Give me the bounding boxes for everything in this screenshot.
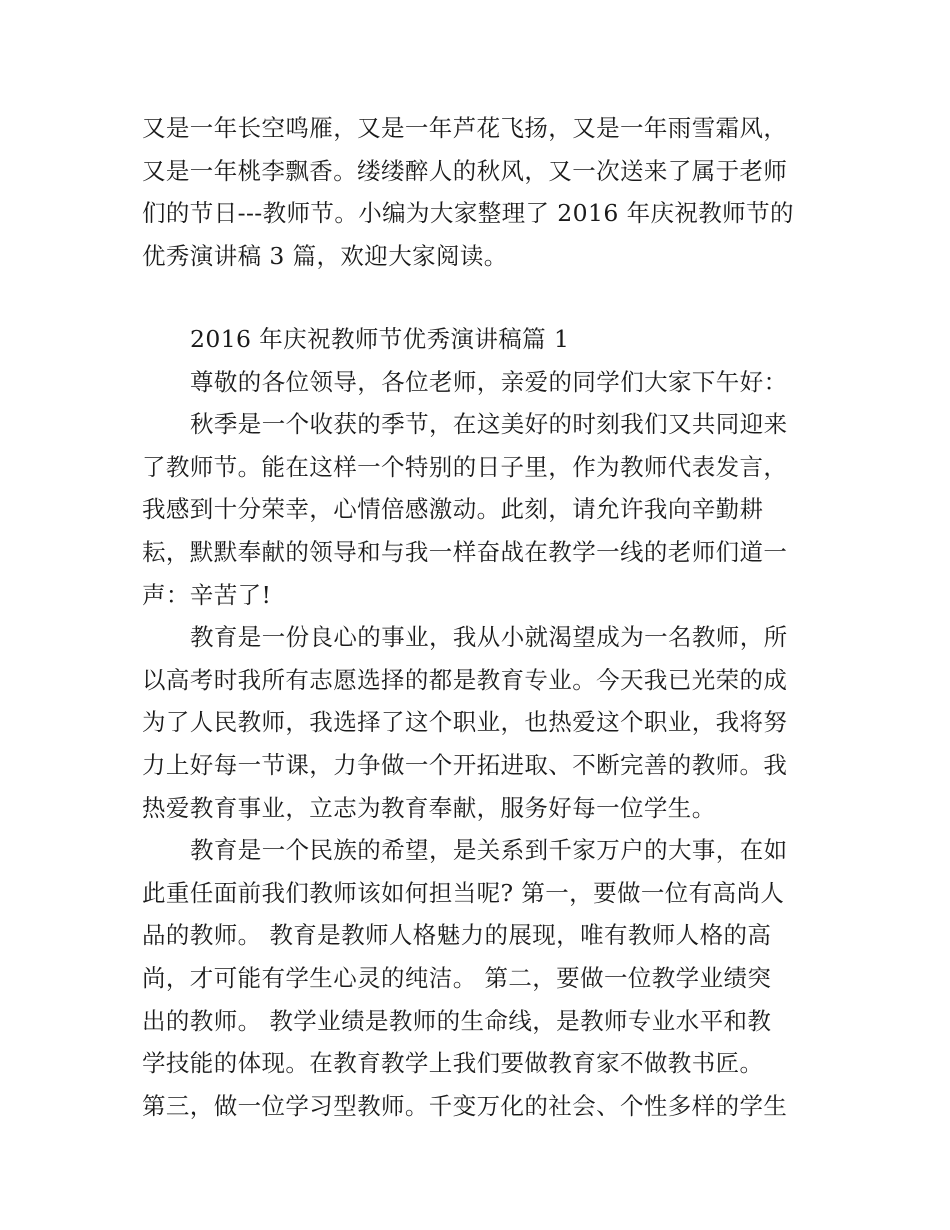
paragraph-3-line: 此重任面前我们教师该如何担当呢? 第一，要做一位有高尚人 [142,878,785,907]
paragraph-1-line: 秋季是一个收获的季节，在这美好的时刻我们又共同迎来 [190,410,788,439]
intro-line: 又是一年长空鸣雁，又是一年芦花飞扬，又是一年雨雪霜风， [142,114,788,142]
paragraph-1-line: 耘，默默奉献的领导和与我一样奋战在教学一线的老师们道一 [142,537,788,566]
paragraph-2-line: 为了人民教师，我选择了这个职业，也热爱这个职业，我将努 [142,708,788,737]
paragraph-3-line: 教育是一个民族的希望，是关系到千家万户的大事，在如 [190,836,788,865]
paragraph-1-line: 了教师节。能在这样一个特别的日子里，作为教师代表发言， [142,452,788,481]
intro-line: 们的节日---教师节。小编为大家整理了 2016 年庆祝教师节的 [142,199,794,228]
section-title: 2016 年庆祝教师节优秀演讲稿篇 1 [190,325,570,353]
greeting-line: 尊敬的各位领导，各位老师，亲爱的同学们大家下午好： [190,367,788,396]
paragraph-2-line: 力上好每一节课，力争做一个开拓进取、不断完善的教师。我 [142,750,788,779]
speech-body [142,318,812,1127]
paragraph-2-line: 教育是一份良心的事业，我从小就渴望成为一名教师，所 [190,623,788,652]
paragraph-3-line: 品的教师。 教育是教师人格魅力的展现，唯有教师人格的高 [142,921,772,950]
paragraph-1-line: 声：辛苦了! [142,580,272,609]
paragraph-3-line: 出的教师。 教学业绩是教师的生命线，是教师专业水平和教 [142,1006,772,1035]
intro-line: 又是一年桃李飘香。缕缕醉人的秋风，又一次送来了属于老师 [142,156,788,185]
intro-paragraph [142,107,812,277]
paragraph-3-line: 学技能的体现。在教育教学上我们要做教育家不做教书匠。 [142,1049,764,1078]
paragraph-2-line: 热爱教育事业，立志为教育奉献，服务好每一位学生。 [142,793,716,822]
paragraph-2-line: 以高考时我所有志愿选择的都是教育专业。今天我已光荣的成 [142,665,788,694]
paragraph-3-line: 尚，才可能有学生心灵的纯洁。 第二，要做一位教学业绩突 [142,963,772,992]
intro-line: 优秀演讲稿 3 篇，欢迎大家阅读。 [142,241,508,270]
paragraph-1-line: 我感到十分荣幸，心情倍感激动。此刻，请允许我向辛勤耕 [142,495,764,524]
paragraph-3-line: 第三，做一位学习型教师。千变万化的社会、个性多样的学生 [142,1091,788,1120]
